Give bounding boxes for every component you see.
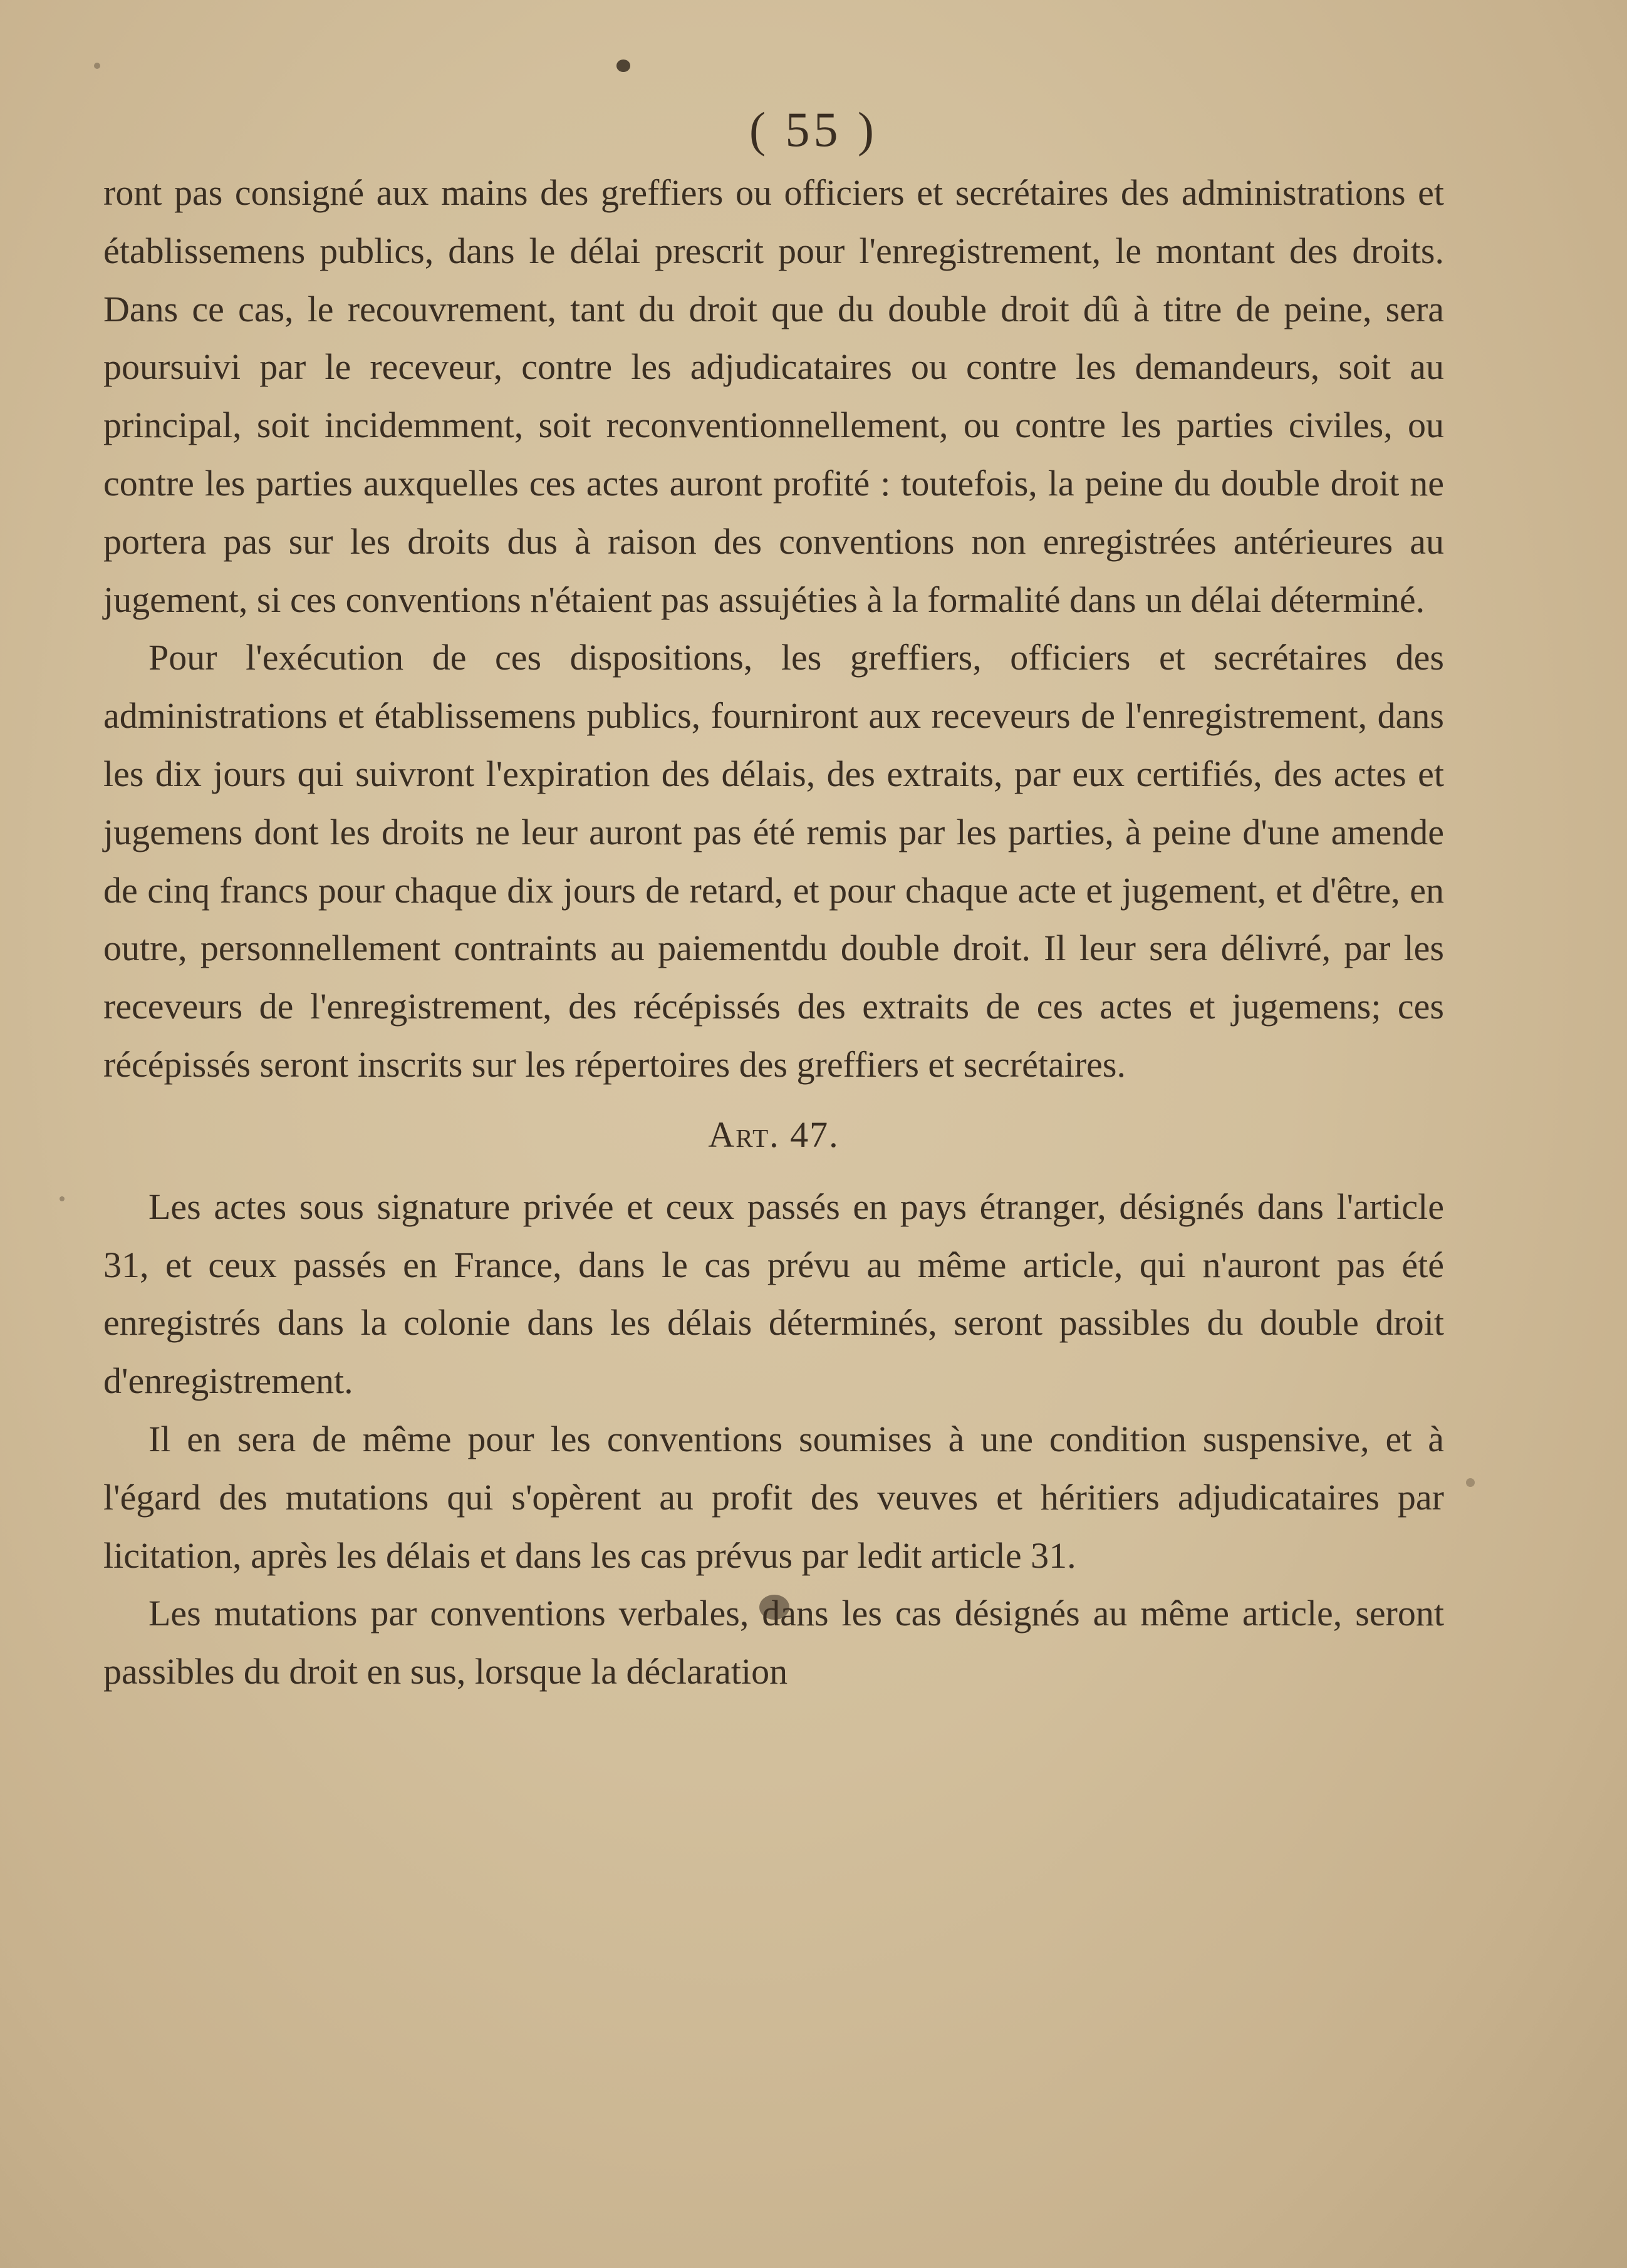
paragraph: Les actes sous signature privée et ceux passés en pays étranger, désignés dans l'article 31, et ceux passés en France, dans le cas prévu au même article, qui n'auront pas été enregistrés dans la colonie dans les délais déterminés, seront passibles du double droit d'enregistrement. xyxy=(103,1186,1444,1402)
ink-speck xyxy=(1466,1478,1475,1487)
ink-speck xyxy=(60,1196,65,1201)
ink-speck xyxy=(94,63,100,69)
article-heading xyxy=(103,1100,1444,1169)
paragraph: ront pas consigné aux mains des greffiers ou officiers et secrétaires des administrations et établissemens publics, dans le délai prescrit pour l'enregistrement, le montant des droits. Dans ce cas, le recouvrement, tant du droit que du double droit dû à titre de peine, sera poursuivi par le receveur, contre les adjudicataires ou contre les demandeurs, soit au principal, soit incidemment, soit reconventionnellement, ou contre les parties civiles, ou contre les parties auxquelles ces actes auront profité : toutefois, la peine du double droit ne portera pas sur les droits dus à raison des conventions non enregistrées antérieures au jugement, si ces conventions n'étaient pas assujéties à la formalité dans un délai déterminé. xyxy=(103,172,1444,620)
article-number: 47. xyxy=(790,1114,839,1155)
paragraph: Il en sera de même pour les conventions soumises à une condition suspensive, et à l'égard des mutations qui s'opèrent au profit des veuves et héritiers adjudicataires par licitation, après les délais et dans les cas prévus par ledit article 31. xyxy=(103,1418,1444,1576)
paragraph: Pour l'exécution de ces dispositions, les greffiers, officiers et secrétaires des administrations et établissemens publics, fourniront aux receveurs de l'enregistrement, dans les dix jours qui suivront l'expiration des délais, des extraits, par eux certifiés, des actes et jugemens dont les droits ne leur auront pas été remis par les parties, à peine d'une amende de cinq francs pour chaque dix jours de retard, et pour chaque acte et jugement, et d'être, en outre, personnellement contraints au paiementdu double droit. Il leur sera délivré, par les receveurs de l'enregistrement, des récépissés des extraits de ces actes et jugemens; ces récépissés seront inscrits sur les répertoires des greffiers et secrétaires. xyxy=(103,637,1444,1085)
page-number: ( 55 ) xyxy=(749,102,878,157)
page-body xyxy=(103,164,1444,1701)
ink-smudge xyxy=(616,60,630,72)
article-label: Art. xyxy=(708,1114,780,1155)
paragraph: Les mutations par conventions verbales, dans les cas désignés au même article, seront passibles du droit en sus, lorsque la déclaration xyxy=(103,1593,1444,1692)
